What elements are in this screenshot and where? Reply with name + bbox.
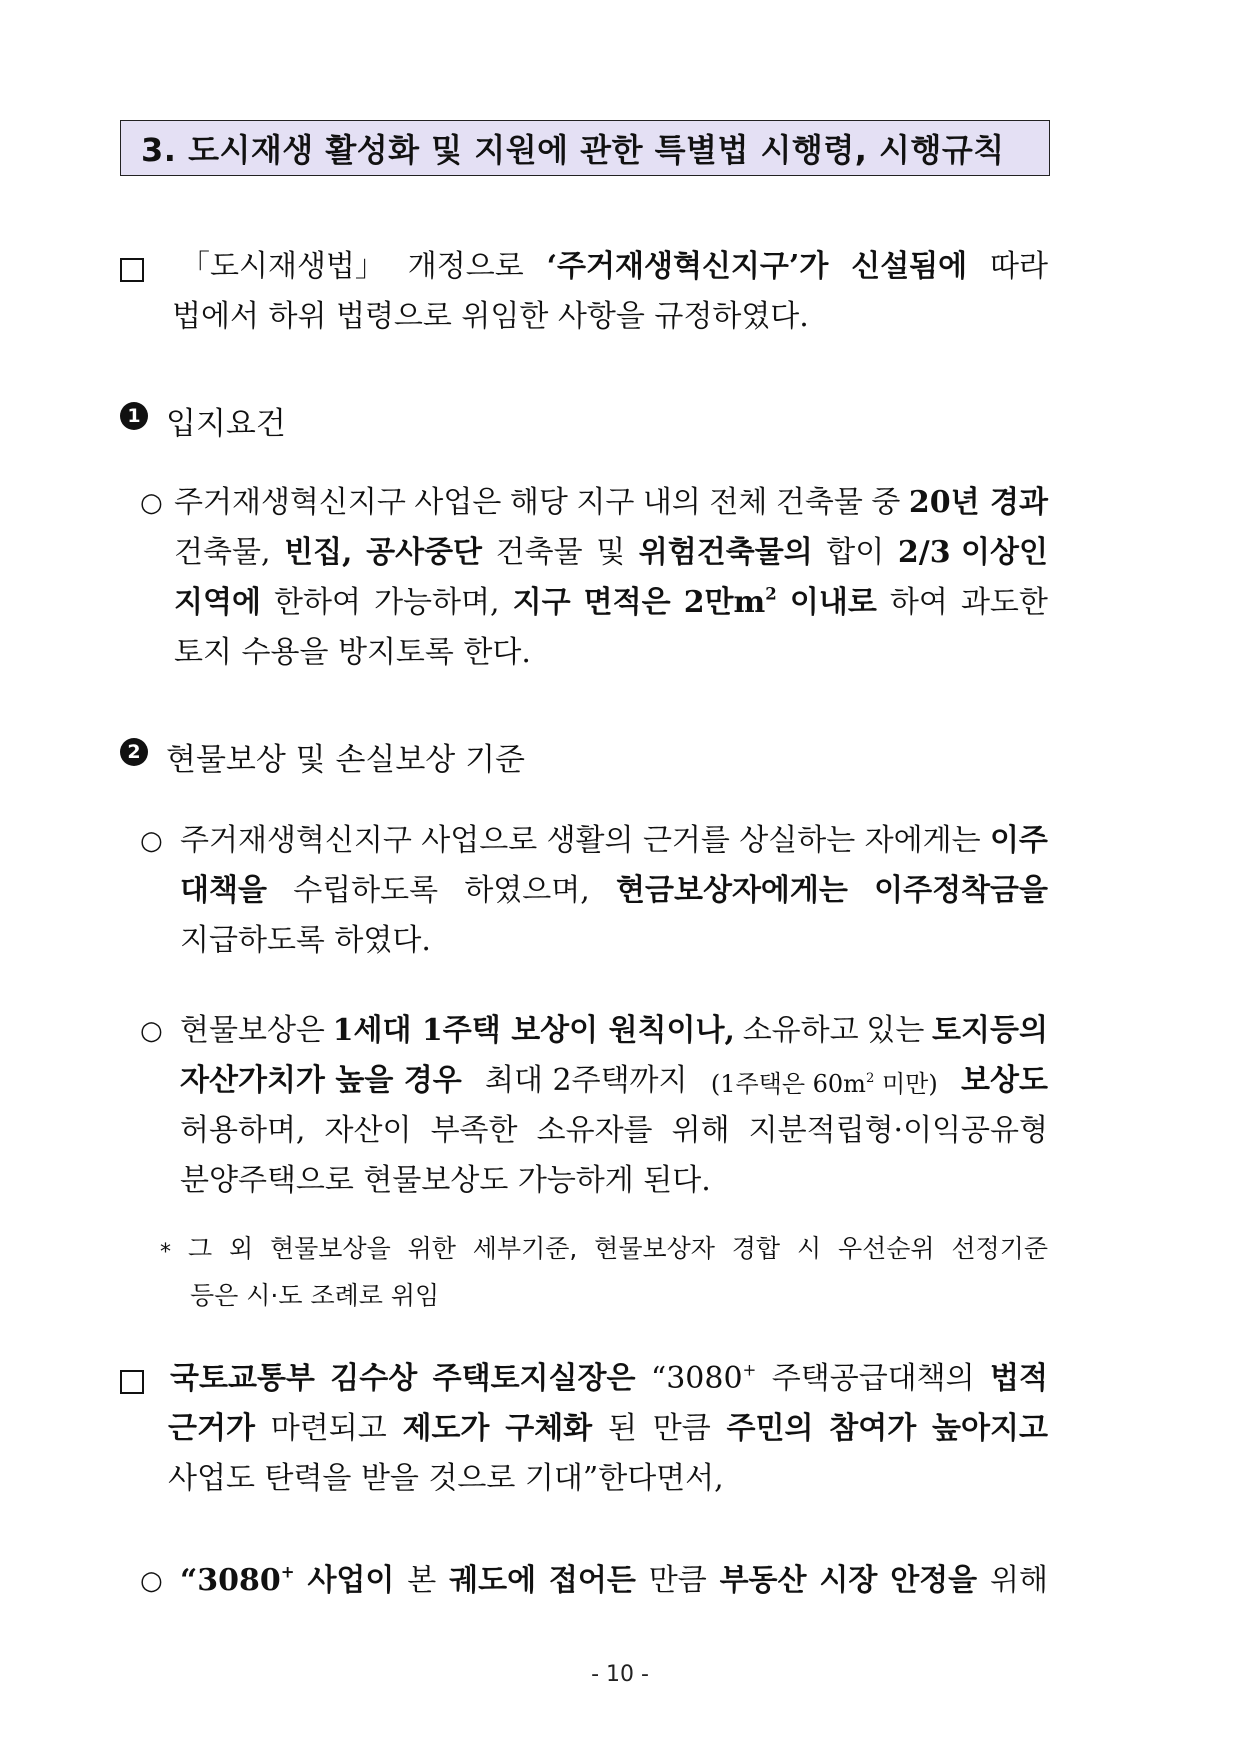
text: 소유자를 xyxy=(536,1113,653,1148)
text: 위한 xyxy=(407,1234,456,1263)
superscript: 2 xyxy=(765,584,777,604)
text: 부족한 xyxy=(430,1113,518,1148)
text: 위해 xyxy=(671,1113,730,1148)
text: 법에서 하위 법령으로 위임한 사항을 규정하였다. xyxy=(172,299,809,334)
text: 공사중단 xyxy=(366,535,483,570)
item1-line-4 xyxy=(174,635,531,670)
number-2-icon: 2 xyxy=(120,738,148,766)
page-number: - 10 - xyxy=(591,1662,649,1687)
text: 이주정착금을 xyxy=(874,873,1048,908)
item3-line-3 xyxy=(180,1113,1048,1148)
text: 허용하며, xyxy=(180,1113,306,1148)
text: 지역에 xyxy=(174,585,261,620)
text: 이주 xyxy=(989,823,1048,858)
para2-line-2 xyxy=(168,1411,1048,1446)
text: 가능하며, xyxy=(374,585,500,620)
checkbox-square-icon xyxy=(120,258,144,282)
section-title: 3. 도시재생 활성화 및 지원에 관한 특별법 시행령, 시행규칙 xyxy=(141,131,1005,169)
text: 자산가치가 높을 경우 xyxy=(180,1063,462,1098)
item3-line-1 xyxy=(180,1013,1048,1048)
text: 지구 xyxy=(512,585,571,620)
text: 한하여 xyxy=(274,585,361,620)
text: 분양주택으로 현물보상도 가능하게 된다. xyxy=(180,1163,711,1198)
text: 하였으며, xyxy=(464,873,590,908)
text: 면적은 xyxy=(583,585,671,620)
item3-line-2 xyxy=(180,1063,1048,1098)
text: 경합 xyxy=(731,1234,781,1263)
text: 시 xyxy=(796,1234,822,1263)
text: 사업으로 xyxy=(421,823,538,858)
text: 미만) xyxy=(874,1070,938,1098)
text: 접어든 xyxy=(548,1563,636,1598)
text: 내의 xyxy=(642,485,701,520)
intro-line-1 xyxy=(180,249,1048,284)
item2-line-3 xyxy=(180,923,431,958)
text: 부동산 xyxy=(719,1563,807,1598)
text: 주택토지실장은 xyxy=(432,1361,636,1396)
checkbox-square-icon xyxy=(120,1370,144,1394)
text: 본 xyxy=(407,1563,437,1598)
text: 마련되고 xyxy=(270,1411,387,1446)
text: ‘주거재생혁신지구’가 xyxy=(546,249,829,284)
number-1-icon: 1 xyxy=(120,402,148,430)
item2-line-1 xyxy=(180,823,1048,858)
circle-bullet-icon: ○ xyxy=(140,1016,163,1046)
text: 최대 2주택까지 xyxy=(485,1063,688,1098)
text: 전체 xyxy=(709,485,768,520)
text: 이내로 xyxy=(789,585,877,620)
text: 하여 xyxy=(889,585,948,620)
superscript: + xyxy=(742,1360,757,1380)
text: “3080 xyxy=(180,1563,281,1598)
text: 상실하는 xyxy=(739,823,856,858)
superscript: 2 xyxy=(865,1071,875,1087)
text: 주택공급대책의 xyxy=(771,1361,975,1396)
text: 자에게는 xyxy=(864,823,981,858)
text: 건축물 xyxy=(495,535,583,570)
heading-compensation-standards: 현물보상 및 손실보상 기준 xyxy=(166,742,525,778)
intro-line-2 xyxy=(172,299,809,334)
text: 주거재생혁신지구 xyxy=(180,823,412,858)
text: 및 xyxy=(596,535,626,570)
text: 빈집, xyxy=(284,535,353,570)
text: 우선순위 xyxy=(837,1234,935,1263)
text: 현물보상을 xyxy=(270,1234,391,1263)
text: 세부기준, xyxy=(472,1234,578,1263)
text: “3080 xyxy=(650,1361,743,1396)
text: 선정기준 xyxy=(951,1234,1048,1263)
text: 해당 xyxy=(509,485,568,520)
text: 20년 경과 xyxy=(908,485,1048,520)
text: 만큼 xyxy=(652,1411,711,1446)
text: 현물보상자 xyxy=(594,1234,715,1263)
text: 사업도 탄력을 받을 것으로 기대”한다면서, xyxy=(168,1461,724,1496)
text xyxy=(711,1072,938,1096)
circle-bullet-icon: ○ xyxy=(140,826,163,856)
text: 개정으로 xyxy=(407,249,524,284)
text: 2만m xyxy=(683,585,766,620)
text: 지구 xyxy=(576,485,635,520)
text: (1주택은 60m xyxy=(710,1070,866,1098)
item1-line-1 xyxy=(174,485,1048,520)
text: 과도한 xyxy=(960,585,1048,620)
text: 보상도 xyxy=(961,1063,1048,1098)
text: 지분적립형·이익공유형 xyxy=(748,1113,1048,1148)
text: 소유하고 xyxy=(742,1013,859,1048)
text: 신설됨에 xyxy=(851,249,968,284)
text: 궤도에 xyxy=(449,1563,537,1598)
circle-bullet-icon: ○ xyxy=(140,488,163,518)
text: 외 xyxy=(229,1234,254,1263)
text: 「도시재생법」 xyxy=(180,249,385,284)
text: 따라 xyxy=(990,249,1048,284)
text: 사업은 xyxy=(414,485,502,520)
note-line-2: 등은 시·도 조례로 위임 xyxy=(190,1281,440,1310)
para2-line-1 xyxy=(170,1360,1048,1396)
text: 주거재생혁신지구 xyxy=(174,485,406,520)
item1-line-3 xyxy=(174,584,1048,620)
text: 있는 xyxy=(866,1013,925,1048)
text: 생활의 xyxy=(546,823,634,858)
text: 합이 xyxy=(826,535,885,570)
text: 현금보상자에게는 xyxy=(616,873,848,908)
text: 대책을 xyxy=(180,873,267,908)
text: 구체화 xyxy=(505,1411,593,1446)
text: 근거를 xyxy=(642,823,730,858)
item2-line-2 xyxy=(180,873,1048,908)
text: 1세대 1주택 보상이 원칙이나, xyxy=(332,1013,735,1048)
circle-bullet-icon: ○ xyxy=(140,1566,163,1596)
text: 국토교통부 xyxy=(170,1361,315,1396)
text: 법적 xyxy=(990,1361,1048,1396)
text xyxy=(683,584,777,620)
text: 된 xyxy=(607,1411,637,1446)
item3-line-4 xyxy=(180,1163,711,1198)
section-title-box xyxy=(120,120,1050,176)
superscript: + xyxy=(280,1562,295,1582)
text: 위해 xyxy=(990,1563,1048,1598)
text: 안정을 xyxy=(890,1563,978,1598)
text: 위험건축물의 xyxy=(638,535,813,570)
text: 2/3 이상인 xyxy=(897,535,1048,570)
text: 주민의 xyxy=(726,1411,814,1446)
text: 수립하도록 xyxy=(293,873,439,908)
para2-line-3 xyxy=(168,1461,724,1496)
text: 토지등의 xyxy=(932,1013,1048,1048)
text: 시장 xyxy=(819,1563,878,1598)
text: 김수상 xyxy=(330,1361,418,1396)
text xyxy=(180,1562,295,1598)
text: 제도가 xyxy=(402,1411,490,1446)
text: 근거가 xyxy=(168,1411,255,1446)
text: 토지 수용을 방지토록 한다. xyxy=(174,635,531,670)
heading-location-requirements: 입지요건 xyxy=(166,406,286,442)
text: 만큼 xyxy=(648,1563,707,1598)
asterisk-mark: * xyxy=(160,1240,171,1265)
text: 건축물, xyxy=(174,535,271,570)
item4-line-1 xyxy=(180,1562,1048,1598)
text: 중 xyxy=(871,485,901,520)
note-line-1 xyxy=(188,1236,1048,1261)
text: 건축물 xyxy=(775,485,863,520)
text: 현물보상은 xyxy=(180,1013,325,1048)
text: 참여가 xyxy=(829,1411,917,1446)
text: 높아지고 xyxy=(932,1411,1048,1446)
item1-line-2 xyxy=(174,535,1048,570)
text: 사업이 xyxy=(307,1563,395,1598)
text: 지급하도록 하였다. xyxy=(180,923,431,958)
text: 그 xyxy=(188,1234,213,1263)
text: 자산이 xyxy=(324,1113,412,1148)
text xyxy=(650,1360,757,1396)
